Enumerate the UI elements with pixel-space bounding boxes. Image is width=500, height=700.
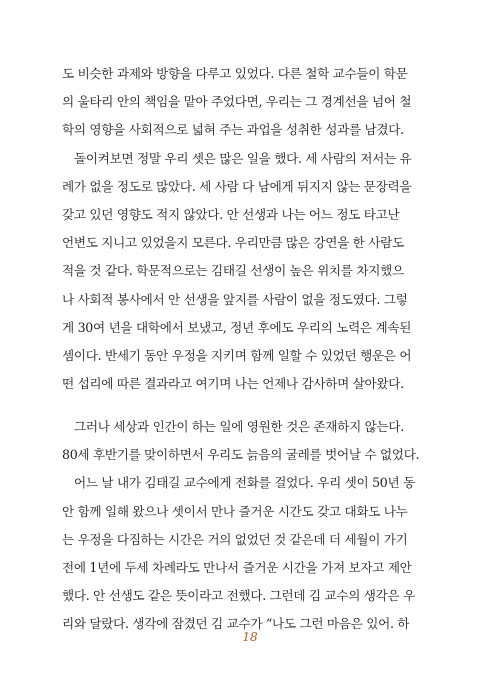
text-line: 례가 없을 정도로 많았다. 세 사람 다 남에게 뒤지지 않는 문장력을 — [62, 178, 412, 194]
text-line: 도 비슷한 과제와 방향을 다루고 있었다. 다른 철학 교수들이 학문 — [62, 66, 408, 81]
text-line: 게 30여 년을 대학에서 보냈고, 정년 후에도 우리의 노력은 계속된 — [62, 319, 412, 335]
text-line: 는 우정을 다짐하는 시간은 거의 없었던 것 같은데 더 세월이 가기 — [62, 531, 408, 547]
text-line: 전에 1년에 두세 차례라도 만나서 즐거운 시간을 가져 보자고 제안 — [62, 559, 412, 575]
text-line: 어느 날 내가 김태길 교수에게 전화를 걸었다. 우리 셋이 50년 동 — [74, 475, 415, 491]
text-line: 나 사회적 봉사에서 안 선생을 앞지를 사람이 없을 정도였다. 그렇 — [62, 291, 408, 307]
text-line: 갖고 있던 영향도 적지 않았다. 안 선생과 나는 어느 정도 타고난 — [62, 206, 400, 222]
page-number: 18 — [242, 630, 258, 644]
text-block-bottom — [62, 413, 440, 639]
text-line: 80세 후반기를 맞이하면서 우리도 늙음의 굴레를 벗어날 수 없었다. — [62, 447, 420, 463]
text-line: 돌이켜보면 정말 우리 셋은 많은 일을 했다. 세 사람의 저서는 유 — [74, 150, 412, 166]
text-line: 리와 달랐다. 생각에 잠겼던 김 교수가 “나도 그런 마음은 있어. 하 — [62, 616, 410, 632]
text-line: 학의 영향을 사회적으로 넓혀 주는 과업을 성취한 성과를 남겼다. — [62, 122, 404, 138]
text-block-top — [62, 60, 440, 398]
text-line: 안 함께 일해 왔으나 셋이서 만나 즐거운 시간도 갖고 대화도 나누 — [62, 503, 408, 519]
text-line: 했다. 안 선생도 같은 뜻이라고 전했다. 그런데 김 교수의 생각은 우 — [62, 588, 415, 604]
text-line: 적을 것 같다. 학문적으로는 김태길 선생이 높은 위치를 차지했으 — [62, 263, 404, 279]
text-line: 의 울타리 안의 책임을 맡아 주었다면, 우리는 그 경계선을 넘어 철 — [62, 94, 412, 110]
text-line: 셈이다. 반세기 동안 우정을 지키며 함께 일할 수 있었던 행운은 어 — [62, 347, 412, 363]
text-line: 그러나 세상과 인간이 하는 일에 영원한 것은 존재하지 않는다. — [74, 419, 404, 434]
text-line: 언변도 지니고 있었을지 모른다. 우리만큼 많은 강연을 한 사람도 — [62, 235, 404, 251]
text-line: 떤 섭리에 따른 결과라고 여기며 나는 언제나 감사하며 살아왔다. — [62, 376, 404, 392]
